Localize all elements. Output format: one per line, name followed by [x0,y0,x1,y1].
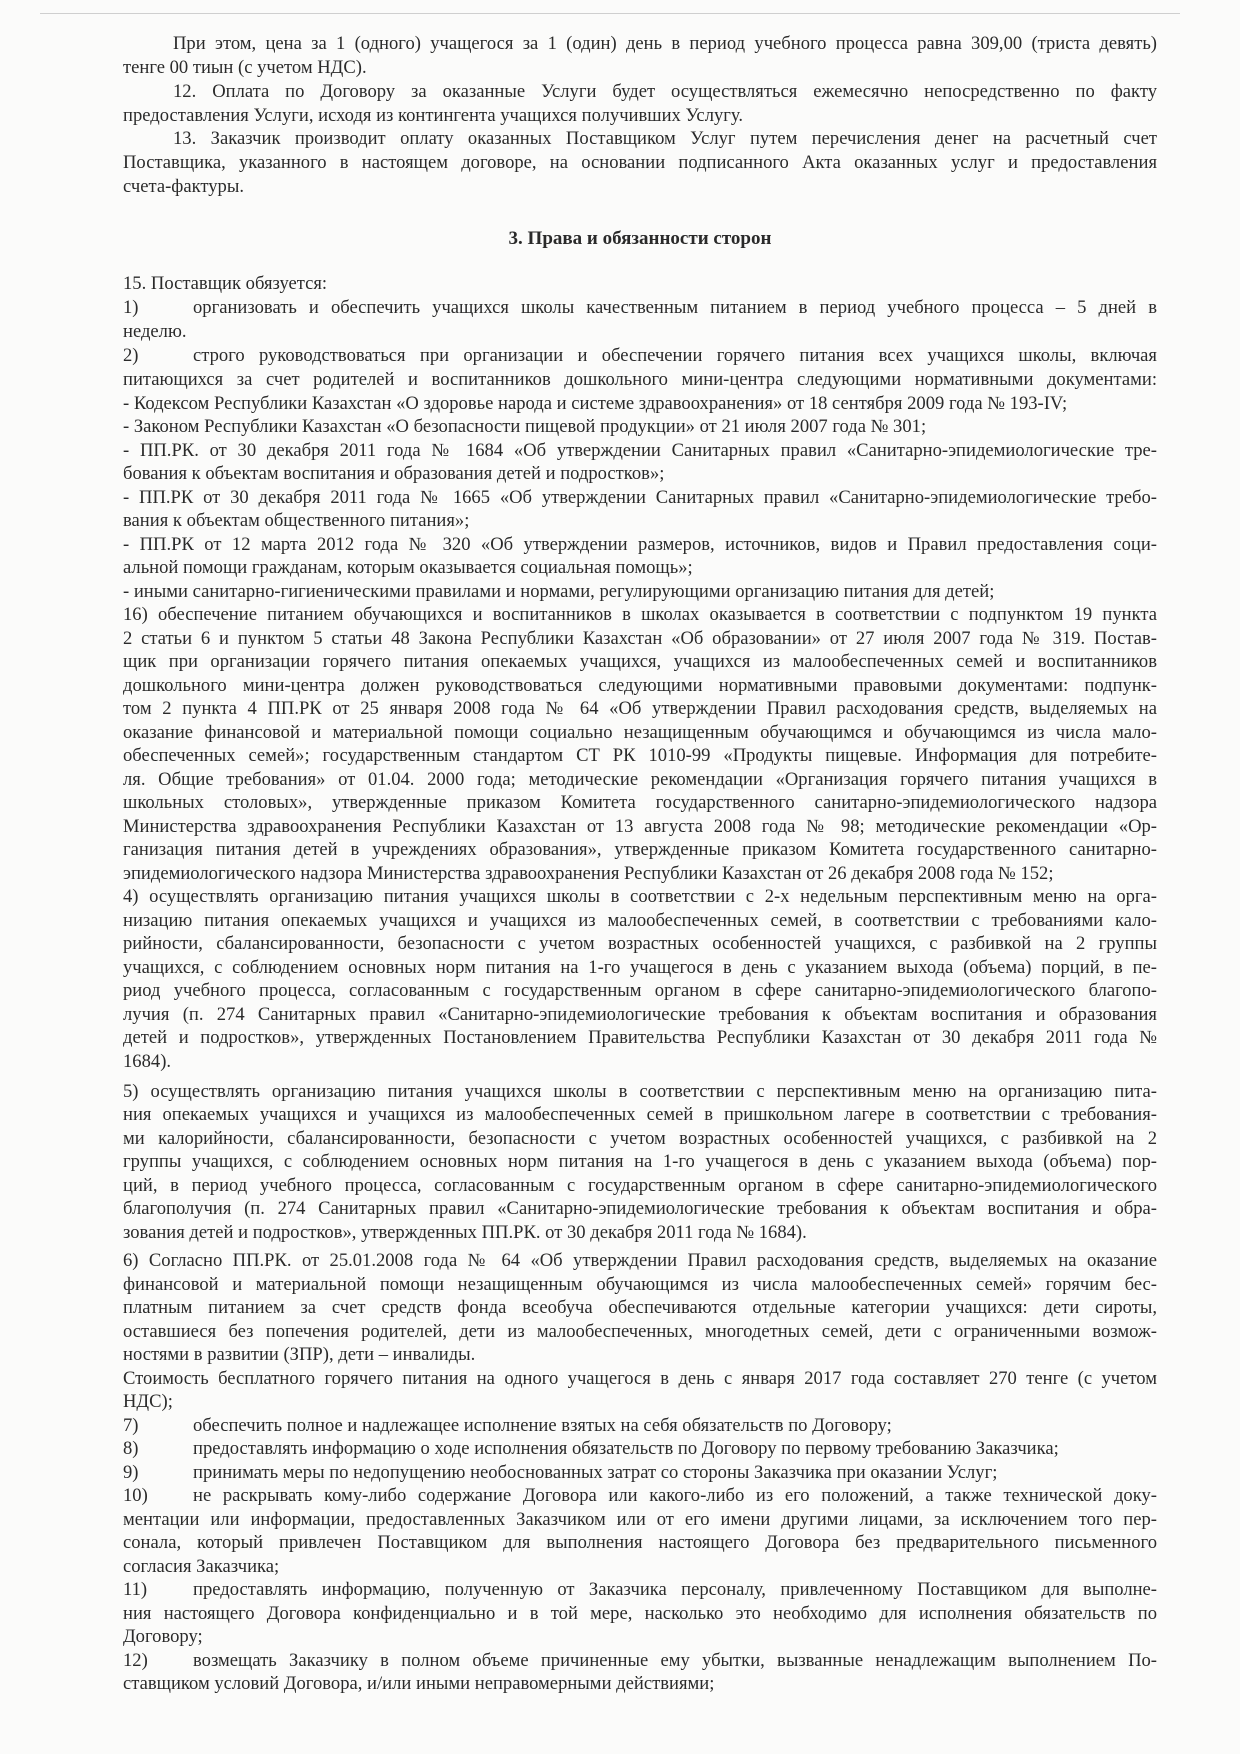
item-number: 10) [123,1485,148,1506]
text-line: счета-фактуры. [123,176,244,197]
text-line: школьных столовых», утвержденные приказом Комитета государственного санитарно-эпидемиологического надзора [123,792,1157,813]
text-line: оставшиеся без попечения родителей, дети из малообеспеченных, многодетных семей, дети с ограниченными возмож- [123,1321,1157,1342]
text-line: ния настоящего Договора конфиденциально и в той мере, насколько это необходимо для исполнения обязательств по [123,1603,1157,1624]
text-line: 5) осуществлять организацию питания учащихся школы в соответствии с перспективным меню на организацию пита- [123,1081,1157,1102]
text-line: детей и подростков», утвержденных Постановлением Правительства Республики Казахстан от 30 декабря 2011 года № [123,1027,1157,1048]
list-item: 9) принимать меры по недопущению необоснованных затрат со стороны Заказчика при оказании Услуг; [123,1462,998,1483]
text-line: неделю. [123,321,187,342]
text-line: бования к объектам воспитания и образования детей и подростков»; [123,463,665,484]
text-line: При этом, цена за 1 (одного) учащегося за 1 (один) день в период учебного процесса равна 309,00 (триста девять) [173,33,1157,54]
text-line: благополучия (п. 274 Санитарных правил «Санитарно-эпидемиологические требования к объектам воспитания и обра- [123,1198,1157,1219]
text-line: питающихся за счет родителей и воспитанников дошкольного мини-центра следующими нормативными документами: [123,369,1157,390]
text-line: риод учебного процесса, согласованным с государственным органом в сфере санитарно-эпидемиологического благопо- [123,980,1157,1001]
text-line: - ПП.РК от 12 марта 2012 года № 320 «Об утверждении размеров, источников, видов и Правил предоставления соци- [123,534,1157,555]
list-item: 1) организовать и обеспечить учащихся школы качественным питанием в период учебного процесса – 5 дней в [123,297,1157,318]
text-line: 16) обеспечение питанием обучающихся и воспитанников в школах оказывается в соответствии с подпунктом 19 пункта [123,604,1157,625]
text-line: вания к объектам общественного питания»; [123,510,470,531]
text-line: ставщиком условий Договора, и/или иными неправомерными действиями; [123,1673,715,1694]
text-line: том 2 пункта 4 ПП.РК от 25 января 2008 года № 64 «Об утверждении Правил расходования средств, выделяемых на [123,698,1157,719]
item-number: 9) [123,1462,139,1483]
text-line: платным питанием за счет средств фонда всеобуча обеспечиваются отдельные категории учащихся: дети сироты, [123,1297,1157,1318]
list-item: 7) обеспечить полное и надлежащее исполнение взятых на себя обязательств по Договору; [123,1415,892,1436]
text-line: финансовой и материальной помощи незащищенным обучающимся из числа малообеспеченных семей» горячим бес- [123,1274,1157,1295]
text-line: ганизация питания детей в учреждениях образования», утвержденные приказом Комитета государственного санитарно- [123,839,1157,860]
text-line: согласия Заказчика; [123,1556,280,1577]
text-line: низацию питания опекаемых учащихся и учащихся из малообеспеченных семей, в соответствии с требованиями кало- [123,910,1157,931]
text-line: Договору; [123,1626,203,1647]
list-item: 10) не раскрывать кому-либо содержание Договора или какого-либо из его положений, а также технической доку- [123,1485,1157,1506]
text-line: альной помощи гражданам, которым оказывается социальная помощь»; [123,557,693,578]
text-line: тенге 00 тиын (с учетом НДС). [123,57,367,78]
text-line: - Кодексом Республики Казахстан «О здоровье народа и системе здравоохранения» от 18 сентября 2009 года № 193-IV; [123,393,1068,414]
text-line: Стоимость бесплатного горячего питания на одного учащегося в день с января 2017 года составляет 270 тенге (с учетом [123,1368,1157,1389]
text-line: щик при организации горячего питания опекаемых учащихся, учащихся из малообеспеченных семей и воспитанников [123,651,1157,672]
text-line: эпидемиологического надзора Министерства здравоохранения Республики Казахстан от 26 декабря 2008 года № 152; [123,863,1054,884]
text-line: лучия (п. 274 Санитарных правил «Санитарно-эпидемиологические требования к объектам воспитания и образования [123,1004,1157,1025]
text-line: группы учащихся, с соблюдением основных норм питания на 1-го учащегося в день с указанием выхода (объема) пор- [123,1151,1157,1172]
text-line: 15. Поставщик обязуется: [123,273,328,294]
section-heading: 3. Права и обязанности сторон [508,228,772,249]
text-line: 1684). [123,1051,172,1072]
list-item: 2) строго руководствоваться при организации и обеспечении горячего питания всех учащихся школы, включая [123,345,1157,366]
item-number: 8) [123,1438,139,1459]
scan-edge-line [40,13,1180,14]
text-line: ния опекаемых учащихся и учащихся из малообеспеченных семей в пришкольном лагере в соответствии с требования- [123,1104,1157,1125]
text-line: ля. Общие требования» от 01.04. 2000 года; методические рекомендации «Организация горячего питания учащихся в [123,769,1157,790]
text-line: предоставления Услуги, исходя из контингента учащихся получивших Услугу. [123,105,743,126]
item-number: 1) [123,297,139,318]
text-line: зования детей и подростков», утвержденных ПП.РК. от 30 декабря 2011 года № 1684). [123,1222,807,1243]
text-line: - ПП.РК. от 30 декабря 2011 года № 1684 «Об утверждении Санитарных правил «Санитарно-эпидемиологические тре- [123,440,1157,461]
text-line: ностями в развитии (ЗПР), дети – инвалиды. [123,1344,476,1365]
text-line: - иными санитарно-гигиеническими правилами и нормами, регулирующими организацию питания для детей; [123,581,995,602]
text-line: 13. Заказчик производит оплату оказанных Поставщиком Услуг путем перечисления денег на расчетный счет [173,128,1157,149]
item-number: 7) [123,1415,139,1436]
list-item: 8) предоставлять информацию о ходе исполнения обязательств по Договору по первому требованию Заказчика; [123,1438,1059,1459]
text-line: обеспеченных семей»; государственным стандартом СТ РК 1010-99 «Продукты пищевые. Информация для потребите- [123,745,1157,766]
text-line: рийности, сбалансированности, безопасности с учетом возрастных особенностей учащихся, с разбивкой на 2 группы [123,933,1157,954]
text-line: 2 статьи 6 и пунктом 5 статьи 48 Закона Республики Казахстан «Об образовании» от 27 июля 2007 года № 319. Постав- [123,628,1157,649]
text-line: - ПП.РК от 30 декабря 2011 года № 1665 «Об утверждении Санитарных правил «Санитарно-эпидемиологические требо- [123,487,1157,508]
text-line: 4) осуществлять организацию питания учащихся школы в соответствии с 2-х недельным перспективным меню на орга- [123,886,1157,907]
item-number: 2) [123,345,139,366]
text-line: - Законом Республики Казахстан «О безопасности пищевой продукции» от 21 июля 2007 года № 301; [123,416,927,437]
text-line: учащихся, с соблюдением основных норм питания на 1-го учащегося в день с указанием выхода (объема) порций, в пе- [123,957,1157,978]
text-line: ций, в период учебного процесса, согласованным с государственным органом в сфере санитарно-эпидемиологического [123,1175,1157,1196]
text-line: 12. Оплата по Договору за оказанные Услуги будет осуществляться ежемесячно непосредственно по факту [173,81,1157,102]
list-item: 11) предоставлять информацию, полученную от Заказчика персоналу, привлеченному Поставщиком для выполне- [123,1579,1157,1600]
text-line: Поставщика, указанного в настоящем договоре, на основании подписанного Акта оказанных услуг и предоставления [123,152,1157,173]
text-line: 6) Согласно ПП.РК. от 25.01.2008 года № 64 «Об утверждении Правил расходования средств, выделяемых на оказание [123,1250,1157,1271]
text-line: дошкольного мини-центра должен руководствоваться следующими нормативными правовыми документами: подпунк- [123,675,1157,696]
text-line: ми калорийности, сбалансированности, безопасности с учетом возрастных особенностей учащихся, с разбивкой на 2 [123,1128,1157,1149]
text-line: ментации или информации, предоставленных Заказчиком или от его имени другими лицами, за исключением того пер- [123,1509,1157,1530]
item-number: 12) [123,1650,148,1671]
text-line: НДС); [123,1391,173,1412]
text-line: сонала, который привлечен Поставщиком для выполнения настоящего Договора без предварительного письменного [123,1532,1157,1553]
text-line: оказание финансовой и материальной помощи социально незащищенным обучающимся и обучающимся из числа мало- [123,722,1157,743]
text-line: Министерства здравоохранения Республики Казахстан от 13 августа 2008 года № 98; методические рекомендации «Ор- [123,816,1157,837]
list-item: 12) возмещать Заказчику в полном объеме причиненные ему убытки, вызванные ненадлежащим выполнением По- [123,1650,1157,1671]
item-number: 11) [123,1579,148,1600]
